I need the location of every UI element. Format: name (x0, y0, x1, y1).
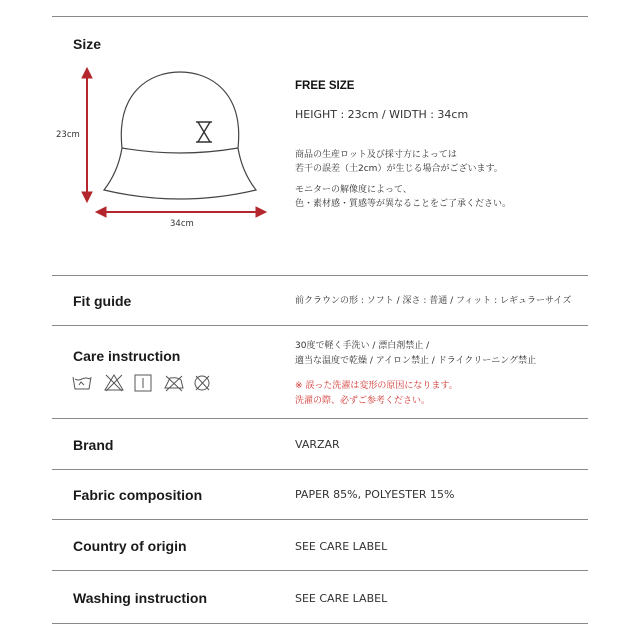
no-iron-icon (165, 376, 183, 391)
no-dry-clean-icon (195, 376, 209, 390)
divider-5 (52, 519, 588, 520)
no-bleach-icon (105, 375, 123, 391)
care-warning-2: 洗濯の際、必ずご参考ください。 (295, 396, 431, 406)
washing-label: Washing instruction (73, 590, 208, 606)
divider-6 (52, 570, 588, 571)
care-line-1: 30度で軽く手洗い / 漂白剤禁止 / (295, 341, 430, 351)
size-label: Size (73, 36, 102, 52)
origin-label: Country of origin (73, 538, 187, 554)
width-dimension: 34cm (170, 219, 194, 229)
divider-2 (52, 325, 588, 326)
care-icons (72, 373, 222, 395)
hat-logo-icon (196, 122, 212, 142)
free-size-title: FREE SIZE (295, 80, 355, 92)
size-note-2b: 色・素材感・質感等が異なることをご了承ください。 (295, 199, 512, 209)
origin-value: SEE CARE LABEL (295, 540, 388, 553)
brand-label: Brand (73, 437, 114, 453)
fabric-value: PAPER 85%, POLYESTER 15% (295, 488, 455, 501)
tumble-dry-icon (135, 375, 151, 391)
divider-bottom (52, 623, 588, 624)
height-arrow (82, 68, 92, 202)
size-note-1b: 若干の誤差（土2cm）が生じる場合がございます。 (295, 164, 503, 174)
size-note-2a: モニターの解像度によって、 (295, 185, 412, 195)
hand-wash-icon (73, 377, 91, 389)
fabric-label: Fabric composition (73, 487, 203, 503)
divider-1 (52, 275, 588, 276)
care-label: Care instruction (73, 348, 181, 364)
washing-value: SEE CARE LABEL (295, 592, 388, 605)
width-arrow (96, 207, 266, 217)
bucket-hat-outline (104, 72, 256, 199)
care-line-2: 適当な温度で乾燥 / アイロン禁止 / ドライクリーニング禁止 (295, 356, 537, 366)
divider-3 (52, 418, 588, 419)
fit-guide-value: 前クラウンの形 : ソフト / 深さ : 普通 / フィット : レギュラーサイズ (295, 296, 572, 306)
fit-guide-label: Fit guide (73, 293, 132, 309)
size-dimensions: HEIGHT : 23cm / WIDTH : 34cm (295, 108, 469, 121)
divider-top (52, 16, 588, 17)
care-warning-1: ※ 誤った洗濯は変形の原因になります。 (295, 381, 458, 391)
size-note-1a: 商品の生産ロット及び採寸方によっては (295, 150, 457, 160)
height-dimension: 23cm (56, 130, 80, 140)
brand-value: VARZAR (295, 438, 340, 451)
hat-diagram (60, 62, 280, 262)
divider-4 (52, 469, 588, 470)
